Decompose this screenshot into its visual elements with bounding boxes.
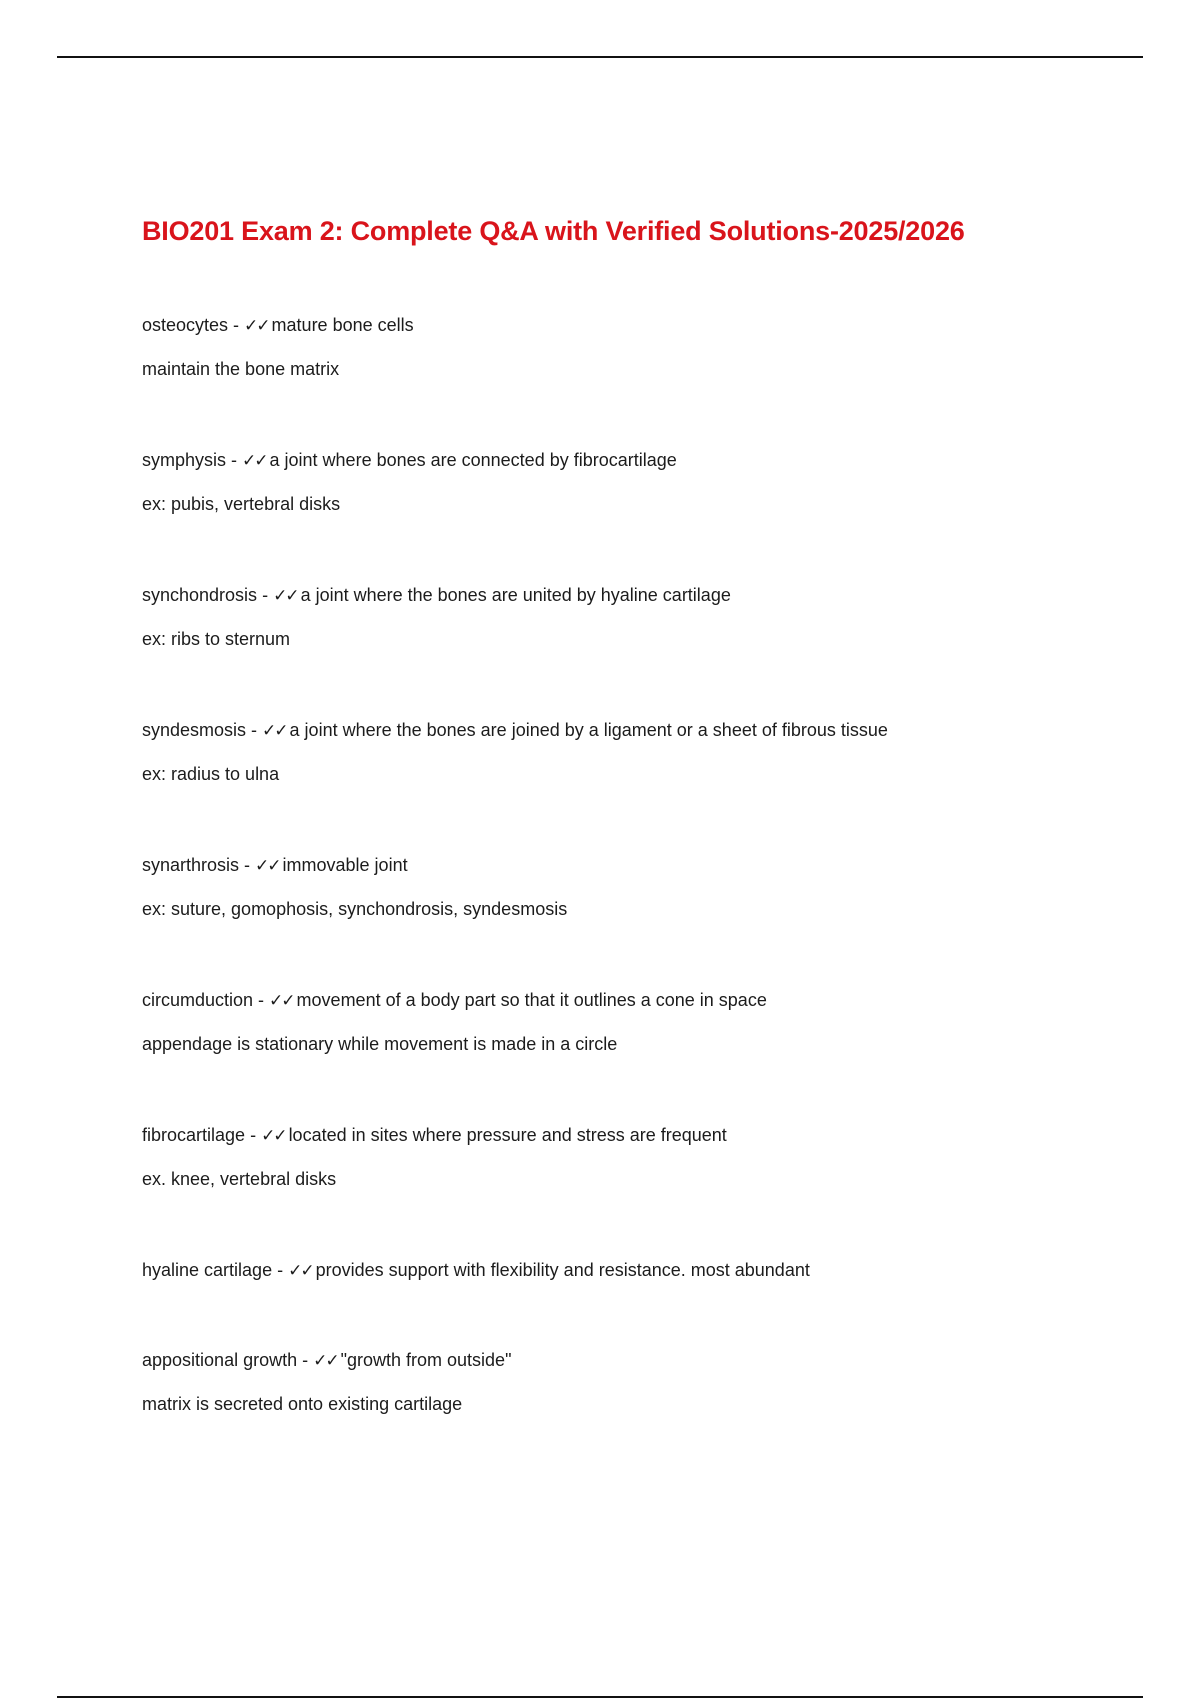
separator: -	[272, 1260, 289, 1280]
separator: -	[257, 585, 274, 605]
separator: -	[246, 720, 263, 740]
qa-entry	[142, 583, 1102, 651]
note-line: ex. knee, vertebral disks	[142, 1169, 337, 1189]
double-check-icon: ✓✓	[273, 586, 298, 606]
qa-entry	[142, 1348, 1102, 1416]
question-line	[142, 988, 1102, 1012]
term: appositional growth	[142, 1350, 298, 1370]
separator: -	[228, 315, 245, 335]
qa-entry	[142, 988, 1102, 1056]
note-line: maintain the bone matrix	[142, 359, 340, 379]
question-line	[142, 448, 1102, 472]
term: hyaline cartilage	[142, 1260, 273, 1280]
document-title: BIO201 Exam 2: Complete Q&A with Verified Solutions-2025/2026	[142, 216, 965, 246]
question-line	[142, 583, 1102, 607]
answer: a joint where the bones are joined by a ligament or a sheet of fibrous tissue	[289, 720, 888, 740]
note-line: appendage is stationary while movement is made in a circle	[142, 1034, 618, 1054]
double-check-icon: ✓✓	[288, 1261, 313, 1281]
question-line	[142, 718, 1102, 742]
qa-entry	[142, 1123, 1102, 1191]
answer: "growth from outside"	[340, 1350, 512, 1370]
separator: -	[297, 1350, 314, 1370]
answer: a joint where the bones are united by hyaline cartilage	[300, 585, 731, 605]
qa-list	[142, 313, 1102, 1416]
qa-entry	[142, 853, 1102, 921]
answer: immovable joint	[282, 855, 408, 875]
double-check-icon: ✓✓	[313, 1351, 338, 1371]
double-check-icon: ✓✓	[261, 1126, 286, 1146]
qa-entry	[142, 448, 1102, 516]
separator: -	[253, 990, 270, 1010]
question-line	[142, 313, 1102, 337]
term: circumduction	[142, 990, 254, 1010]
term: synchondrosis	[142, 585, 258, 605]
separator: -	[226, 450, 243, 470]
separator: -	[239, 855, 256, 875]
note-line: matrix is secreted onto existing cartilage	[142, 1394, 463, 1414]
answer: provides support with flexibility and resistance. most abundant	[315, 1260, 810, 1280]
double-check-icon: ✓✓	[244, 316, 269, 336]
term: symphysis	[142, 450, 227, 470]
question-line	[142, 1123, 1102, 1147]
answer: movement of a body part so that it outlines a cone in space	[296, 990, 767, 1010]
note-line: ex: radius to ulna	[142, 764, 280, 784]
question-line	[142, 853, 1102, 877]
question-line	[142, 1258, 1102, 1282]
term: syndesmosis	[142, 720, 247, 740]
term: osteocytes	[142, 315, 229, 335]
double-check-icon: ✓✓	[255, 856, 280, 876]
separator: -	[245, 1125, 262, 1145]
note-line: ex: suture, gomophosis, synchondrosis, syndesmosis	[142, 899, 568, 919]
term: fibrocartilage	[142, 1125, 246, 1145]
note-line: ex: pubis, vertebral disks	[142, 494, 341, 514]
bottom-rule	[57, 1696, 1143, 1698]
double-check-icon: ✓✓	[242, 451, 267, 471]
term: synarthrosis	[142, 855, 240, 875]
answer: located in sites where pressure and stress are frequent	[288, 1125, 727, 1145]
note-line: ex: ribs to sternum	[142, 629, 291, 649]
qa-entry	[142, 718, 1102, 786]
answer: mature bone cells	[271, 315, 414, 335]
double-check-icon: ✓✓	[262, 721, 287, 741]
question-line	[142, 1348, 1102, 1372]
qa-entry	[142, 1258, 1102, 1282]
top-rule	[57, 56, 1143, 58]
qa-entry	[142, 313, 1102, 381]
answer: a joint where bones are connected by fibrocartilage	[269, 450, 677, 470]
double-check-icon: ✓✓	[269, 991, 294, 1011]
